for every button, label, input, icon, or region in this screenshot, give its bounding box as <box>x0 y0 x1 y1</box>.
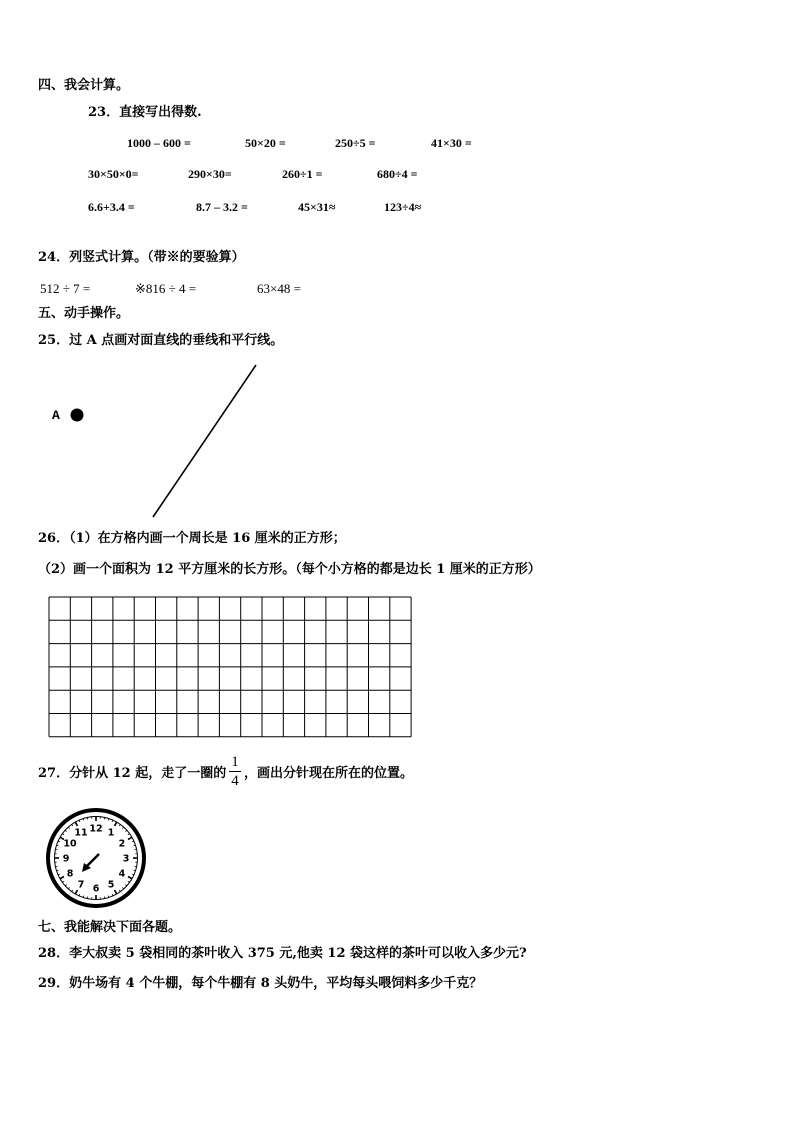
fraction-bar <box>229 771 241 772</box>
vertical-calc-item: ※816 ÷ 4 = <box>135 281 197 296</box>
question-28: 28．李大叔卖 5 袋相同的茶叶收入 375 元,他卖 12 袋这样的茶叶可以收入多少元? <box>38 946 527 961</box>
fraction-denominator: 4 <box>231 773 239 789</box>
clock-face[interactable] <box>42 808 152 908</box>
section-heading-5: 五、动手操作。 <box>38 306 130 321</box>
calc-item: 30×50×0= <box>88 167 139 181</box>
clock-number: 12 <box>89 823 103 835</box>
question-29: 29．奶牛场有 4 个牛棚，每个牛棚有 8 头奶牛，平均每头喂饲料多少千克？ <box>38 976 483 991</box>
calc-item: 680÷4 = <box>377 167 418 181</box>
question-23-title: 23．直接写出得数. <box>88 105 202 120</box>
calc-item: 6.6+3.4 = <box>88 200 135 214</box>
clock-number: 10 <box>63 838 77 850</box>
question-27-prefix: 27．分针从 12 起，走了一圈的 <box>38 766 227 781</box>
calc-item: 1000 – 600 = <box>127 136 191 150</box>
question-25-title: 25．过 A 点画对面直线的垂线和平行线。 <box>38 333 284 348</box>
calc-item: 8.7 – 3.2 = <box>196 200 248 214</box>
question-26-line1: 26．（1）在方格内画一个周长是 16 厘米的正方形； <box>38 531 346 546</box>
calc-item: 50×20 = <box>245 136 286 150</box>
q25-figure <box>0 0 794 540</box>
question-27-suffix: ，画出分针现在所在的位置。 <box>244 766 414 781</box>
square-grid[interactable] <box>46 594 416 740</box>
clock-number: 2 <box>118 838 126 850</box>
clock-number: 8 <box>66 868 74 880</box>
calc-item: 290×30= <box>188 167 232 181</box>
calc-item: 123÷4≈ <box>384 200 422 214</box>
section-heading-4: 四、我会计算。 <box>38 78 130 93</box>
clock-number: 7 <box>77 879 85 891</box>
point-a-dot <box>71 409 84 422</box>
fraction-one-quarter <box>228 755 242 788</box>
vertical-calc-item: 512 ÷ 7 = <box>40 281 91 296</box>
clock-number: 9 <box>62 853 70 865</box>
clock-number: 6 <box>92 883 100 895</box>
calc-item: 250÷5 = <box>335 136 376 150</box>
clock-number: 4 <box>118 868 126 880</box>
calc-item: 41×30 = <box>431 136 472 150</box>
calc-item: 45×31≈ <box>298 200 336 214</box>
clock-number: 3 <box>122 853 130 865</box>
fraction-numerator: 1 <box>231 754 239 770</box>
clock-number: 1 <box>107 827 115 839</box>
question-24-title: 24．列竖式计算。（带※的要验算） <box>38 250 245 265</box>
question-26-line2: （2）画一个面积为 12 平方厘米的长方形。（每个小方格的都是边长 1 厘米的正方形） <box>38 562 541 577</box>
given-line <box>153 365 256 517</box>
vertical-calc-item: 63×48 = <box>257 281 301 296</box>
section-heading-7: 七、我能解决下面各题。 <box>38 920 182 935</box>
point-a-label: A <box>52 408 60 423</box>
clock-number: 11 <box>74 827 88 839</box>
calc-item: 260÷1 = <box>282 167 323 181</box>
clock-number: 5 <box>107 879 115 891</box>
